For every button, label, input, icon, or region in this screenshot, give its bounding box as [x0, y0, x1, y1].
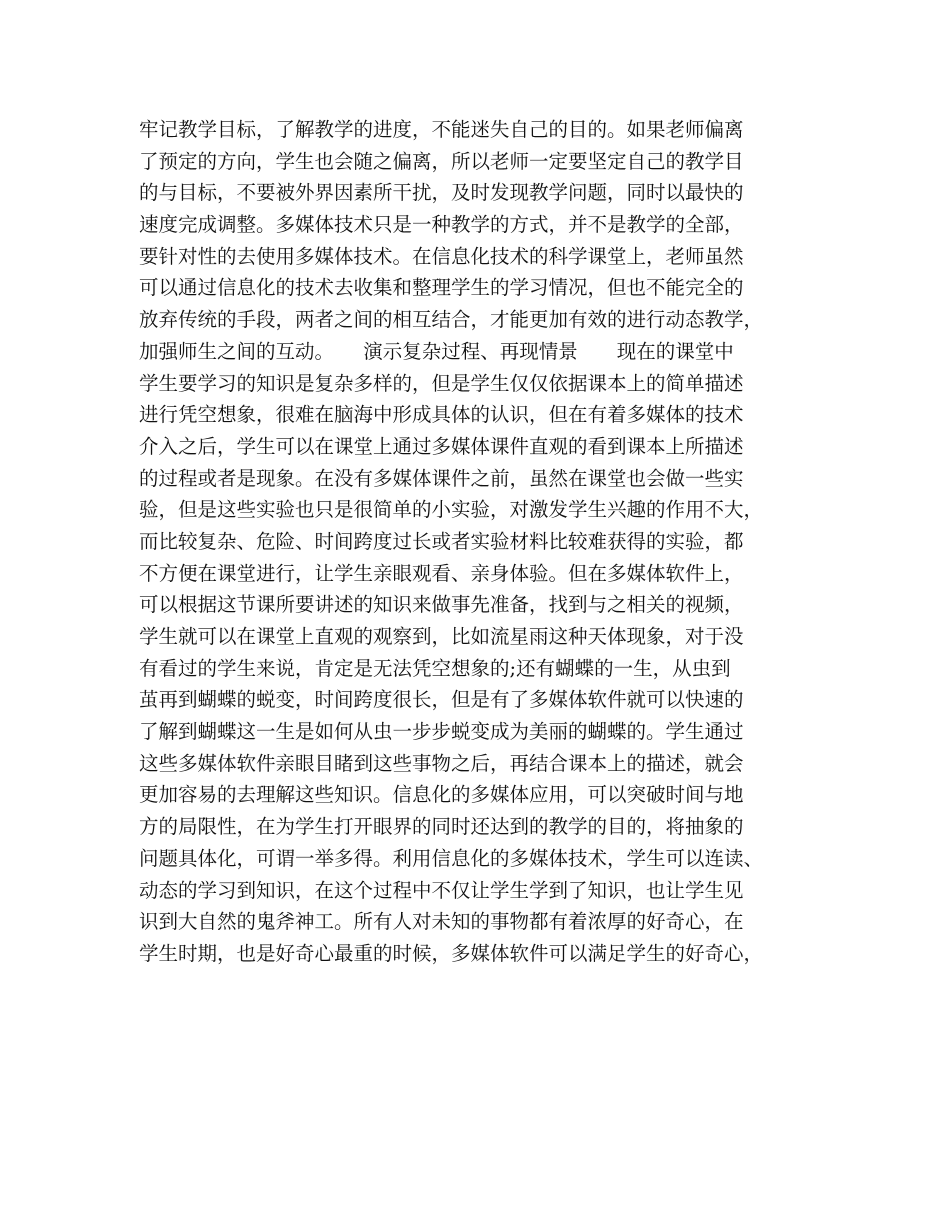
- text-line: 方的局限性，在为学生打开眼界的同时还达到的教学的目的，将抽象的: [139, 815, 744, 839]
- text-line: 可以根据这节课所要讲述的知识来做事先准备，找到与之相关的视频，: [139, 593, 744, 617]
- text-line: 放弃传统的手段，两者之间的相互结合，才能更加有效的进行动态教学，: [139, 308, 764, 332]
- text-line: 了预定的方向，学生也会随之偏离，所以老师一定要坚定自己的教学目: [139, 149, 744, 173]
- text-line: 的与目标，不要被外界因素所干扰，及时发现教学问题，同时以最快的: [139, 181, 744, 205]
- text-line: 动态的学习到知识，在这个过程中不仅让学生学到了知识，也让学生见: [139, 878, 744, 902]
- text-line: 问题具体化，可谓一举多得。利用信息化的多媒体技术，学生可以连读、: [139, 846, 764, 870]
- text-line: 学生时期，也是好奇心最重的时候，多媒体软件可以满足学生的好奇心，: [139, 941, 764, 965]
- text-line: 更加容易的去理解这些知识。信息化的多媒体应用，可以突破时间与地: [139, 783, 744, 807]
- text-line: 了解到蝴蝶这一生是如何从虫一步步蜕变成为美丽的蝴蝶的。学生通过: [139, 720, 744, 744]
- body-text: [139, 114, 829, 970]
- text-line: 可以通过信息化的技术去收集和整理学生的学习情况，但也不能完全的: [139, 276, 744, 300]
- text-line: 牢记教学目标，了解教学的进度，不能迷失自己的目的。如果老师偏离: [139, 118, 744, 141]
- text-line: 学生要学习的知识是复杂多样的，但是学生仅仅依据课本上的简单描述: [139, 371, 744, 395]
- text-line: 的过程或者是现象。在没有多媒体课件之前，虽然在课堂也会做一些实: [139, 466, 744, 490]
- text-line: 不方便在课堂进行，让学生亲眼观看、亲身体验。但在多媒体软件上，: [139, 561, 744, 585]
- text-line: 速度完成调整。多媒体技术只是一种教学的方式，并不是教学的全部，: [139, 213, 744, 237]
- text-line: 这些多媒体软件亲眼目睹到这些事物之后，再结合课本上的描述，就会: [139, 751, 744, 775]
- text-line: 识到大自然的鬼斧神工。所有人对未知的事物都有着浓厚的好奇心，在: [139, 910, 744, 934]
- text-line: 茧再到蝴蝶的蜕变，时间跨度很长，但是有了多媒体软件就可以快速的: [139, 688, 744, 712]
- text-line: 进行凭空想象，很难在脑海中形成具体的认识，但在有着多媒体的技术: [139, 403, 744, 427]
- text-line: 有看过的学生来说，肯定是无法凭空想象的;还有蝴蝶的一生，从虫到: [139, 656, 731, 680]
- text-line: 验，但是这些实验也只是很简单的小实验，对激发学生兴趣的作用不大，: [139, 498, 764, 522]
- text-line: 加强师生之间的互动。 演示复杂过程、再现情景 现在的课堂中: [139, 339, 734, 363]
- text-line: 学生就可以在课堂上直观的观察到，比如流星雨这种天体现象，对于没: [139, 625, 744, 648]
- text-line: 而比较复杂、危险、时间跨度过长或者实验材料比较难获得的实验，都: [139, 529, 744, 553]
- text-line: 介入之后，学生可以在课堂上通过多媒体课件直观的看到课本上所描述: [139, 434, 744, 458]
- text-line: 要针对性的去使用多媒体技术。在信息化技术的科学课堂上，老师虽然: [139, 244, 744, 268]
